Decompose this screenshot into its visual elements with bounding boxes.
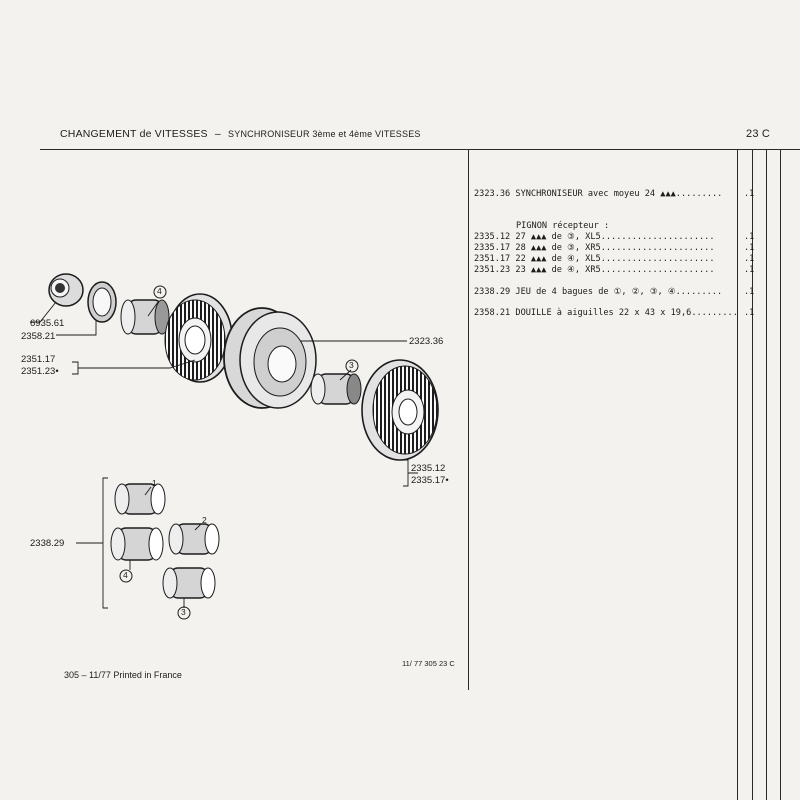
part-qty: .1 bbox=[744, 232, 755, 242]
section-code: 23 C bbox=[746, 128, 771, 140]
title-main: CHANGEMENT de VITESSES bbox=[60, 128, 208, 140]
part-qty: .1 bbox=[744, 265, 755, 275]
callout-2338-29: 2338.29 bbox=[30, 538, 65, 549]
marker-2: 2 bbox=[202, 515, 207, 525]
title-dash: – bbox=[214, 128, 221, 140]
title-sub: SYNCHRONISEUR 3ème et 4ème VITESSES bbox=[228, 129, 421, 139]
part-qty: .1 bbox=[744, 308, 755, 318]
part-ref: 2323.36 bbox=[474, 189, 511, 199]
synchroniser-hub bbox=[224, 308, 316, 408]
nut-part bbox=[49, 274, 83, 306]
part-qty: .1 bbox=[744, 243, 755, 253]
bush-part bbox=[121, 300, 169, 334]
pinion-gear-3rd bbox=[362, 360, 438, 460]
bush-1 bbox=[115, 484, 165, 514]
callout-2335-17: 2335.17• bbox=[411, 475, 449, 486]
part-desc: JEU de 4 bagues de ①, ②, ③, ④......... bbox=[515, 287, 723, 297]
bush-set bbox=[111, 484, 219, 598]
part-desc: DOUILLE à aiguilles 22 x 43 x 19,6......... bbox=[515, 308, 738, 318]
part-qty: .1 bbox=[744, 254, 755, 264]
part-ref: 2351.17 bbox=[474, 254, 511, 264]
callout-2323-36: 2323.36 bbox=[409, 336, 444, 347]
bush-part bbox=[311, 374, 361, 404]
callout-2335-12: 2335.12 bbox=[411, 463, 446, 474]
part-desc: SYNCHRONISEUR avec moyeu 24 ▲▲▲......... bbox=[515, 189, 723, 199]
part-ref: 2335.17 bbox=[474, 243, 511, 253]
callout-6935-61: 6935.61 bbox=[30, 318, 65, 329]
needle-bearing-part bbox=[88, 282, 116, 322]
callout-2351-23: 2351.23• bbox=[21, 366, 59, 377]
part-ref: 2358.21 bbox=[474, 308, 511, 318]
part-ref: 2338.29 bbox=[474, 287, 511, 297]
callout-2358-21: 2358.21 bbox=[21, 331, 56, 342]
marker-4-low: 4 bbox=[123, 570, 128, 580]
marker-3-mid: 3 bbox=[349, 360, 354, 370]
bush-2 bbox=[169, 524, 219, 554]
part-ref: 2351.23 bbox=[474, 265, 511, 275]
footer-page-info: 305 – 11/77 Printed in France bbox=[64, 670, 182, 680]
pinion-gear-4th bbox=[165, 294, 232, 382]
part-desc: 28 ▲▲▲ de ③, XR5...................... bbox=[510, 243, 715, 253]
marker-4-top: 4 bbox=[157, 286, 162, 296]
bush-4 bbox=[111, 528, 163, 560]
part-qty: .1 bbox=[744, 189, 755, 199]
part-desc: 23 ▲▲▲ de ④, XR5...................... bbox=[510, 265, 715, 275]
callout-2351-17: 2351.17 bbox=[21, 354, 56, 365]
marker-1: 1 bbox=[152, 478, 157, 488]
bush-3 bbox=[163, 568, 215, 598]
reference-code: 11/ 77 305 23 C bbox=[402, 659, 455, 668]
part-qty: .1 bbox=[744, 287, 755, 297]
part-ref: 2335.12 bbox=[474, 232, 511, 242]
part-desc: 27 ▲▲▲ de ③, XL5...................... bbox=[510, 232, 715, 242]
part-desc: 22 ▲▲▲ de ④, XL5...................... bbox=[510, 254, 715, 264]
marker-3-low: 3 bbox=[181, 607, 186, 617]
part-desc: PIGNON récepteur : bbox=[516, 221, 610, 231]
